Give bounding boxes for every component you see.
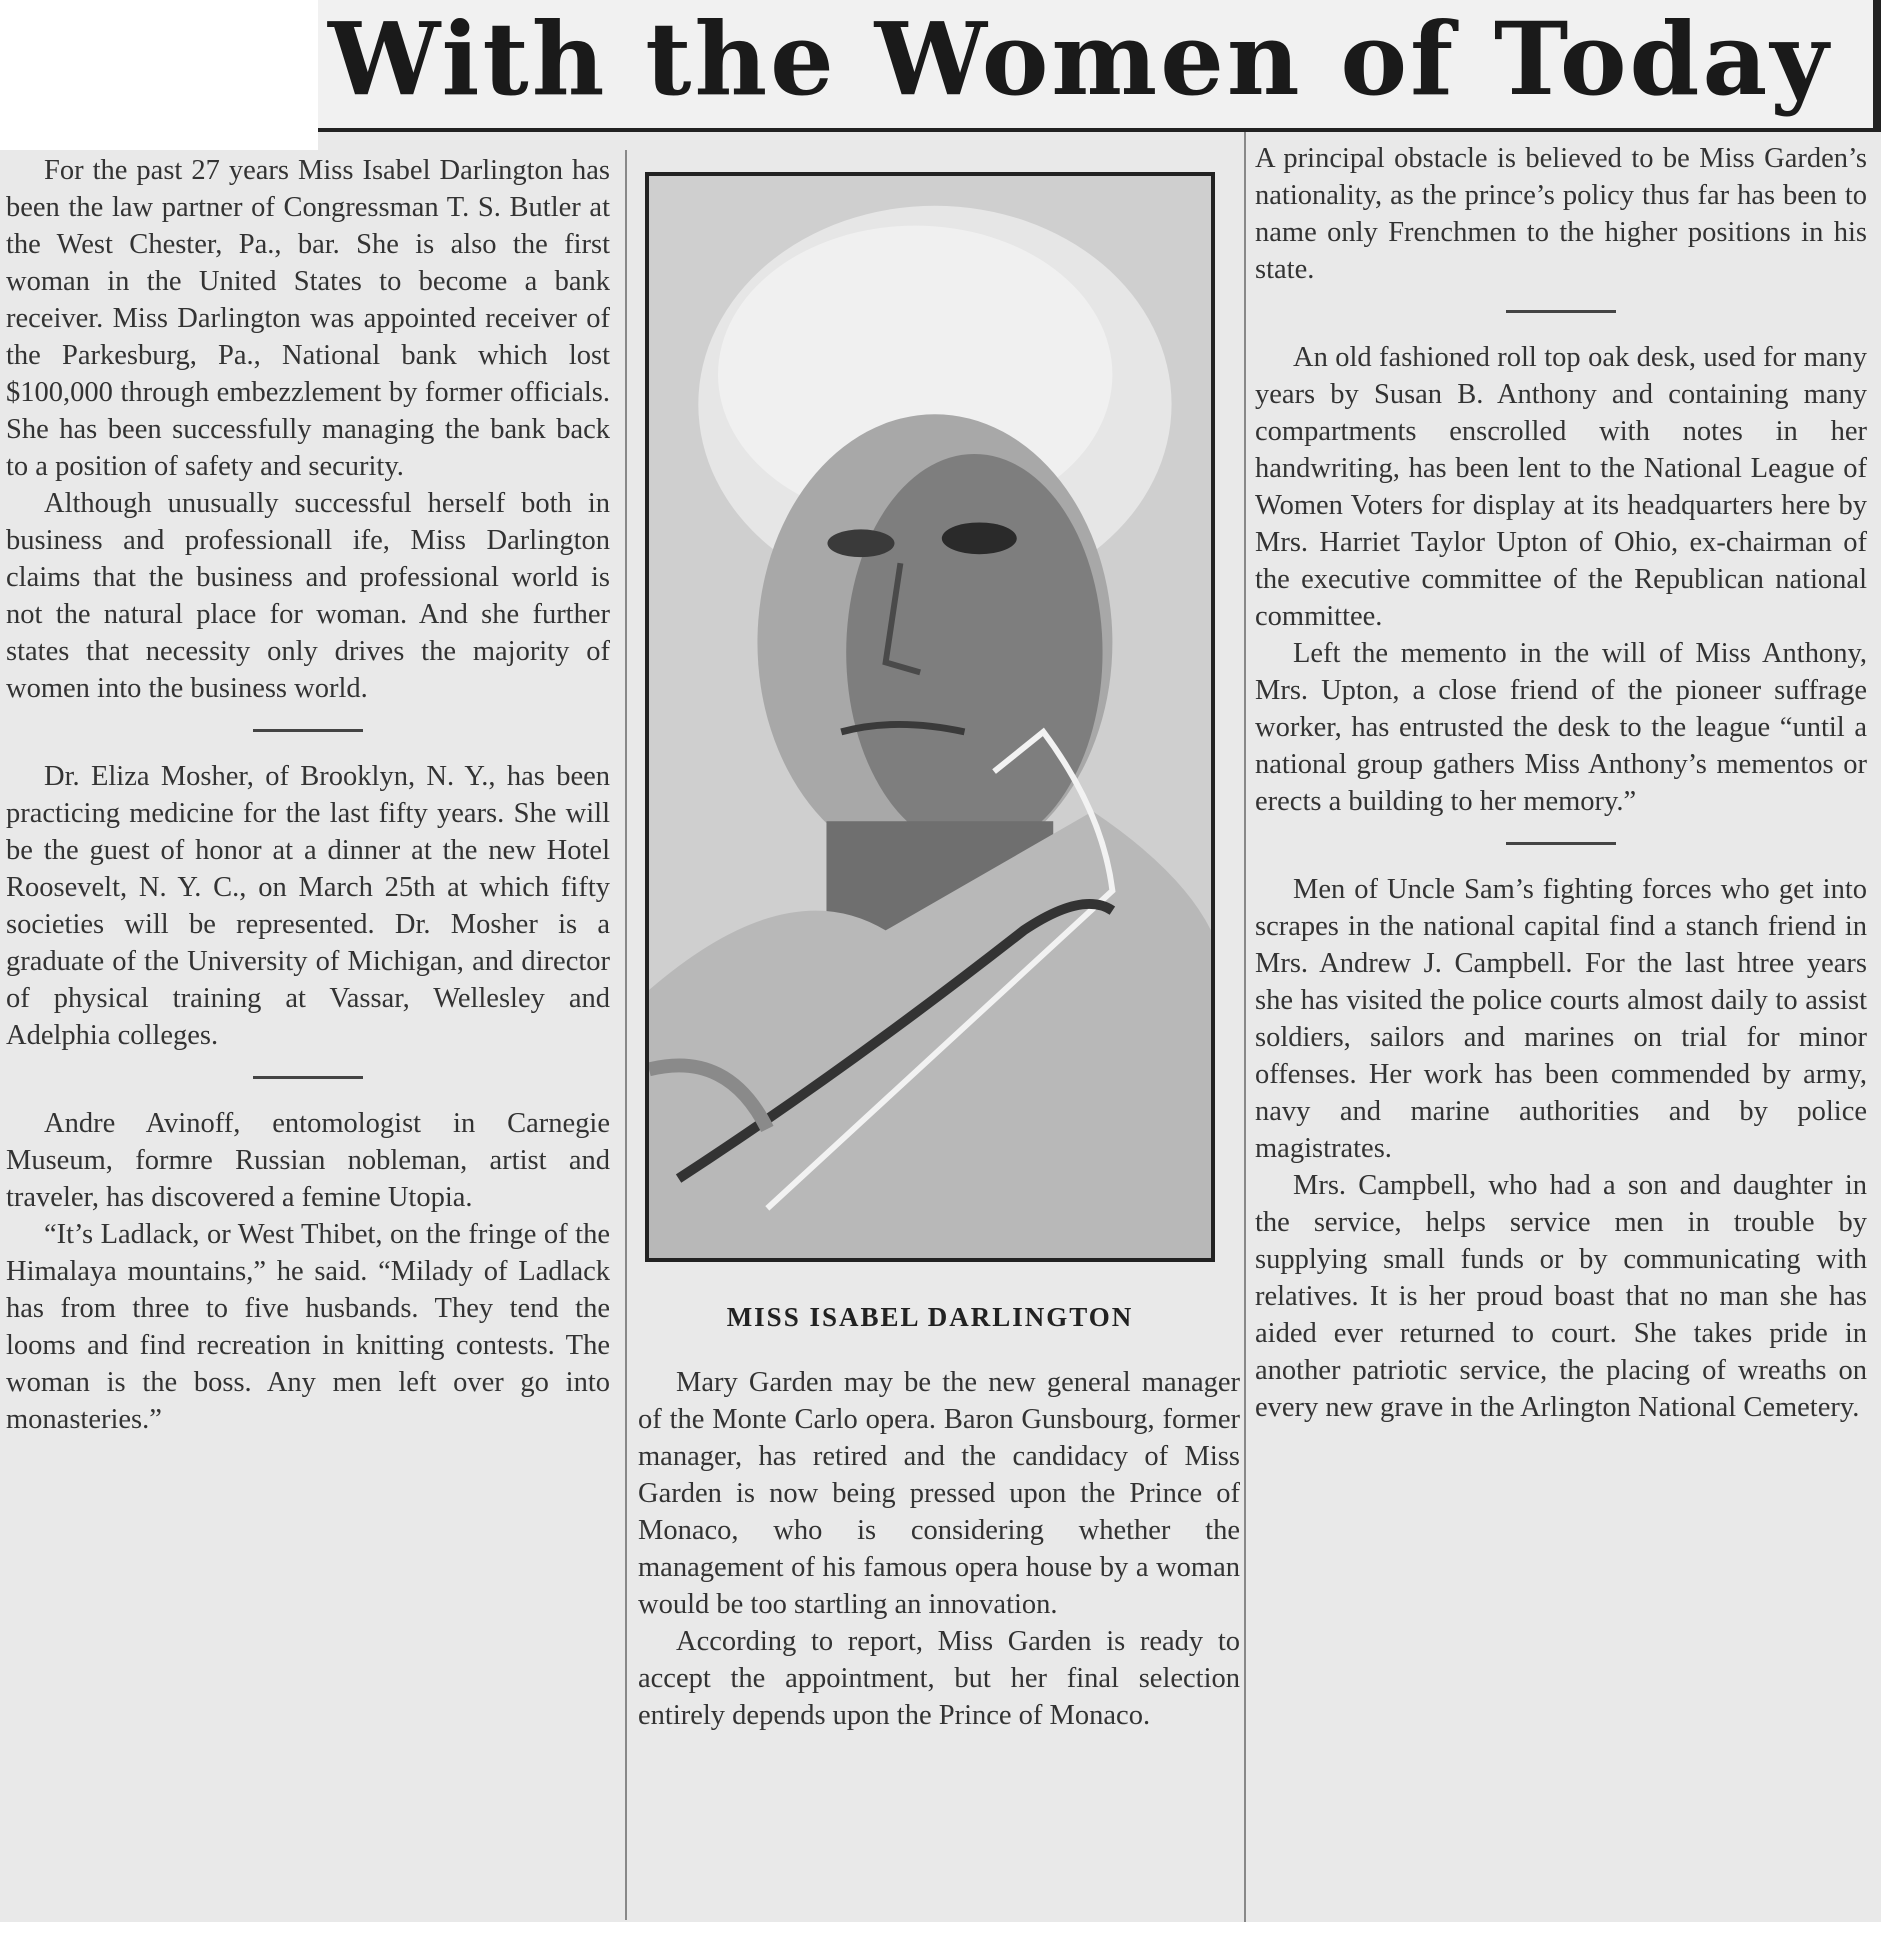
article-anthony-paragraph-2: Left the memento in the will of Miss Anthony, Mrs. Upton, a close friend of the pioneer suffrage worker, has entrusted the desk to the league “until a national group gathers Miss Anthony’s mementos or erects a building to her memory.” <box>1255 638 1867 817</box>
portrait-photo <box>645 172 1215 1262</box>
portrait-image <box>649 176 1211 1258</box>
column-rule <box>1244 132 1246 1922</box>
article-divider <box>253 1076 363 1079</box>
article-divider <box>1506 842 1616 845</box>
headline-edge-rule <box>1873 0 1881 128</box>
article-anthony-paragraph-1: An old fashioned roll top oak desk, used for many years by Susan B. Anthony and containing many compartments enscrolled with notes in her handwriting, has been lent to the National League of Women Voters for display at its headquarters here by Mrs. Harriet Taylor Upton of Ohio, ex-chairman of the executive committee of the Republican national committee. <box>1255 342 1867 632</box>
article-campbell-paragraph-1: Men of Uncle Sam’s fighting forces who get into scrapes in the national capital find a stanch friend in Mrs. Andrew J. Campbell. For the last htree years she has visited the police courts almost daily to assist soldiers, sailors and marines on trial for minor offenses. Her work has been commended by army, navy and marine authorities and by police magistrates. <box>1255 874 1867 1164</box>
article-garden-paragraph-1: Mary Garden may be the new general manager of the Monte Carlo opera. Baron Gunsbourg, former manager, has retired and the candidacy of Miss Garden is now being pressed upon the Prince of Monaco, who is considering whether the management of his famous opera house by a woman would be too startling an innovation. <box>638 1367 1240 1620</box>
page-margin <box>0 0 318 150</box>
article-garden-continued: A principal obstacle is believed to be Miss Garden’s nationality, as the prince’s policy thus far has been to name only Frenchmen to the higher positions in his state. <box>1255 143 1867 285</box>
page-margin <box>0 1922 1881 1933</box>
article-garden-paragraph-2: According to report, Miss Garden is ready to accept the appointment, but her final selection entirely depends upon the Prince of Monaco. <box>638 1626 1240 1731</box>
column-rule <box>625 150 627 1920</box>
column-middle <box>638 1364 1240 1734</box>
headline: With the Women of Today <box>328 0 1832 118</box>
article-divider <box>1506 310 1616 313</box>
article-campbell-paragraph-2: Mrs. Campbell, who had a son and daughter in the service, helps service men in trouble by supplying small funds or by communicating with relatives. It is her proud boast that no man she has aided ever returned to court. She takes pride in another patriotic service, the placing of wreaths on every new grave in the Arlington National Cemetery. <box>1255 1170 1867 1423</box>
column-right <box>1255 140 1867 1426</box>
article-avinoff-paragraph-2: “It’s Ladlack, or West Thibet, on the fringe of the Himalaya mountains,” he said. “Milady of Ladlack has from three to five husbands. They tend the looms and find recreation in knitting contests. The woman is the boss. Any men left over go into monasteries.” <box>6 1219 610 1435</box>
article-mosher-paragraph: Dr. Eliza Mosher, of Brooklyn, N. Y., has been practicing medicine for the last fifty years. She will be the guest of honor at a dinner at the new Hotel Roosevelt, N. Y. C., on March 25th at which fifty societies will be represented. Dr. Mosher is a graduate of the University of Michigan, and director of physical training at Vassar, Wellesley and Adelphia colleges. <box>6 761 610 1051</box>
photo-caption: MISS ISABEL DARLINGTON <box>726 1302 1134 1332</box>
article-avinoff-paragraph-1: Andre Avinoff, entomologist in Carnegie Museum, formre Russian nobleman, artist and traveler, has discovered a femine Utopia. <box>6 1108 610 1213</box>
article-darlington-paragraph-2: Although unusually successful herself both in business and professionall ife, Miss Darlington claims that the business and professional world is not the natural place for woman. And she further states that necessity only drives the majority of women into the business world. <box>6 488 610 704</box>
article-darlington-paragraph-1: For the past 27 years Miss Isabel Darlington has been the law partner of Congressman T. S. Butler at the West Chester, Pa., bar. She is also the first woman in the United States to become a bank receiver. Miss Darlington was appointed receiver of the Parkesburg, Pa., National bank which lost $100,000 through embezzlement by former officials. She has been successfully managing the bank back to a position of safety and security. <box>6 155 610 482</box>
column-left <box>6 152 610 1438</box>
headline-banner <box>318 0 1881 132</box>
article-divider <box>253 729 363 732</box>
